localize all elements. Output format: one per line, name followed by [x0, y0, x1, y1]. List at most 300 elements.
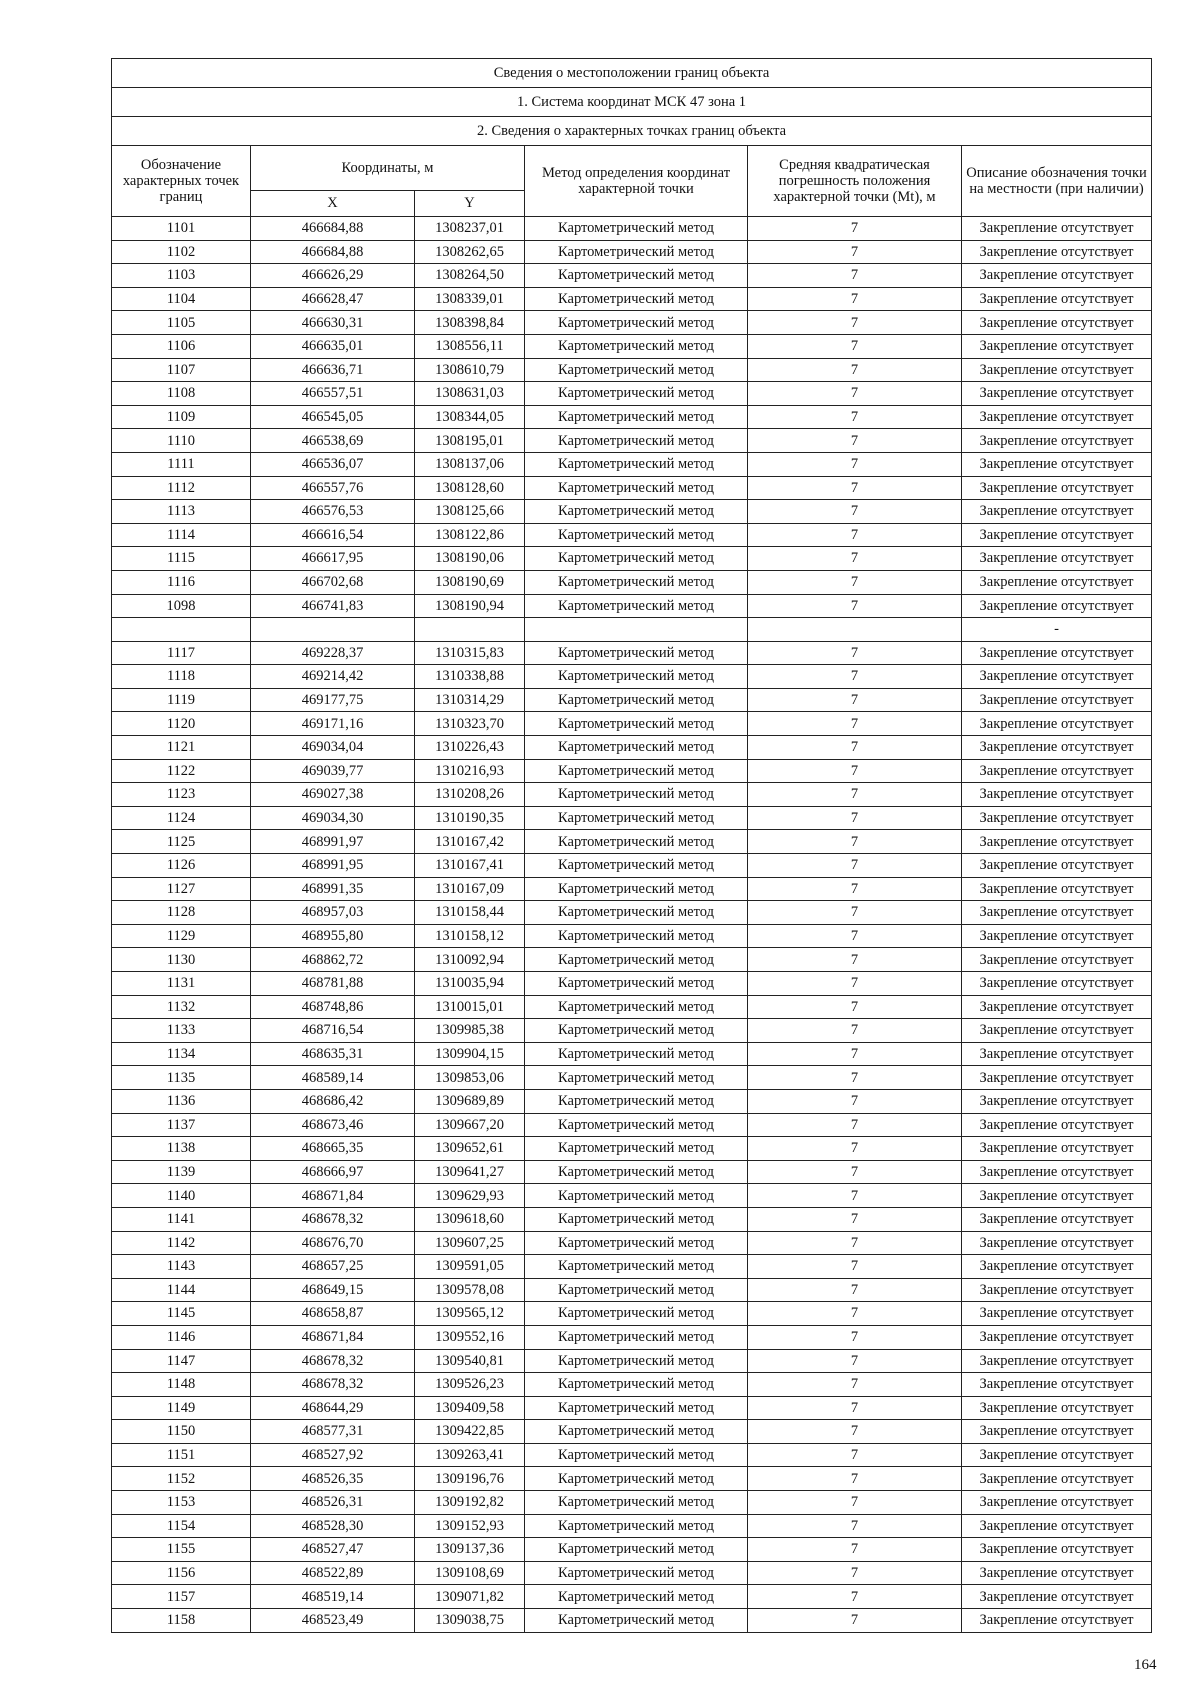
cell-description: Закрепление отсутствует: [962, 1019, 1152, 1043]
cell-description: Закрепление отсутствует: [962, 665, 1152, 689]
cell-description: Закрепление отсутствует: [962, 476, 1152, 500]
cell-description: Закрепление отсутствует: [962, 854, 1152, 878]
cell-y: 1308344,05: [415, 405, 525, 429]
cell-method: Картометрический метод: [525, 1420, 748, 1444]
cell-method: Картометрический метод: [525, 948, 748, 972]
cell-accuracy: 7: [748, 688, 962, 712]
cell-accuracy: 7: [748, 1278, 962, 1302]
cell-y: 1308237,01: [415, 217, 525, 241]
table-row: [112, 334, 1152, 358]
cell-method: Картометрический метод: [525, 1278, 748, 1302]
cell-accuracy: 7: [748, 452, 962, 476]
cell-x: 466702,68: [251, 570, 415, 594]
cell-point: 1138: [112, 1137, 251, 1161]
cell-description: Закрепление отсутствует: [962, 1325, 1152, 1349]
cell-x: 468673,46: [251, 1113, 415, 1137]
cell-method: Картометрический метод: [525, 1396, 748, 1420]
cell-y: 1310190,35: [415, 806, 525, 830]
cell-point: 1115: [112, 547, 251, 571]
table-row: [112, 523, 1152, 547]
cell-y: 1308556,11: [415, 334, 525, 358]
cell-y: 1308398,84: [415, 311, 525, 335]
cell-y: [415, 618, 525, 642]
cell-point: 1102: [112, 240, 251, 264]
cell-accuracy: 7: [748, 405, 962, 429]
cell-point: 1146: [112, 1325, 251, 1349]
cell-y: 1309853,06: [415, 1066, 525, 1090]
cell-method: Картометрический метод: [525, 264, 748, 288]
cell-description: Закрепление отсутствует: [962, 806, 1152, 830]
cell-description: Закрепление отсутствует: [962, 1491, 1152, 1515]
cell-point: 1148: [112, 1373, 251, 1397]
cell-x: 468716,54: [251, 1019, 415, 1043]
cell-description: Закрепление отсутствует: [962, 1231, 1152, 1255]
cell-x: 468748,86: [251, 995, 415, 1019]
cell-method: Картометрический метод: [525, 665, 748, 689]
table-row: [112, 287, 1152, 311]
table-row: [112, 1231, 1152, 1255]
cell-method: Картометрический метод: [525, 1255, 748, 1279]
cell-accuracy: 7: [748, 901, 962, 925]
cell-y: 1309526,23: [415, 1373, 525, 1397]
table-row: [112, 1255, 1152, 1279]
table-row: [112, 830, 1152, 854]
cell-accuracy: 7: [748, 1467, 962, 1491]
cell-accuracy: 7: [748, 1349, 962, 1373]
cell-method: Картометрический метод: [525, 1042, 748, 1066]
cell-method: Картометрический метод: [525, 783, 748, 807]
table-row: [112, 240, 1152, 264]
cell-point: 1125: [112, 830, 251, 854]
cell-accuracy: 7: [748, 1514, 962, 1538]
cell-accuracy: 7: [748, 854, 962, 878]
cell-method: Картометрический метод: [525, 358, 748, 382]
table-row: [112, 1302, 1152, 1326]
page-number: 164: [1134, 1657, 1157, 1673]
cell-x: 466741,83: [251, 594, 415, 618]
cell-accuracy: 7: [748, 264, 962, 288]
cell-point: 1149: [112, 1396, 251, 1420]
cell-accuracy: 7: [748, 806, 962, 830]
table-row: [112, 452, 1152, 476]
cell-method: Картометрический метод: [525, 1089, 748, 1113]
cell-accuracy: 7: [748, 1042, 962, 1066]
cell-y: 1308190,06: [415, 547, 525, 571]
cell-y: 1310158,12: [415, 924, 525, 948]
col-header-description: Описание обозначения точки на местности (при наличии): [962, 146, 1152, 217]
cell-method: Картометрический метод: [525, 1561, 748, 1585]
cell-accuracy: 7: [748, 476, 962, 500]
cell-x: 468658,87: [251, 1302, 415, 1326]
table-row: [112, 476, 1152, 500]
table-row: [112, 217, 1152, 241]
table-row: [112, 264, 1152, 288]
cell-y: 1308125,66: [415, 500, 525, 524]
cell-y: 1308128,60: [415, 476, 525, 500]
table-row: [112, 1137, 1152, 1161]
cell-x: 466635,01: [251, 334, 415, 358]
cell-point: 1105: [112, 311, 251, 335]
cell-accuracy: 7: [748, 1443, 962, 1467]
cell-y: 1309629,93: [415, 1184, 525, 1208]
cell-point: 1135: [112, 1066, 251, 1090]
cell-x: 468781,88: [251, 972, 415, 996]
cell-y: 1310315,83: [415, 641, 525, 665]
cell-method: Картометрический метод: [525, 901, 748, 925]
table-row: [112, 1538, 1152, 1562]
cell-accuracy: 7: [748, 1184, 962, 1208]
table-row: [112, 1089, 1152, 1113]
cell-point: 1107: [112, 358, 251, 382]
cell-x: 466536,07: [251, 452, 415, 476]
cell-accuracy: 7: [748, 1137, 962, 1161]
table-row: [112, 736, 1152, 760]
cell-accuracy: 7: [748, 924, 962, 948]
cell-accuracy: 7: [748, 783, 962, 807]
cell-method: Картометрический метод: [525, 476, 748, 500]
cell-y: 1309667,20: [415, 1113, 525, 1137]
cell-x: 468526,31: [251, 1491, 415, 1515]
cell-accuracy: 7: [748, 759, 962, 783]
cell-point: 1132: [112, 995, 251, 1019]
cell-point: 1156: [112, 1561, 251, 1585]
cell-method: Картометрический метод: [525, 995, 748, 1019]
cell-description: Закрепление отсутствует: [962, 1420, 1152, 1444]
cell-method: Картометрический метод: [525, 877, 748, 901]
cell-y: 1309263,41: [415, 1443, 525, 1467]
cell-y: 1309409,58: [415, 1396, 525, 1420]
table-row: [112, 1491, 1152, 1515]
cell-point: 1098: [112, 594, 251, 618]
cell-x: 468862,72: [251, 948, 415, 972]
cell-description: Закрепление отсутствует: [962, 759, 1152, 783]
cell-point: 1158: [112, 1609, 251, 1633]
cell-description: Закрепление отсутствует: [962, 1278, 1152, 1302]
cell-accuracy: 7: [748, 1538, 962, 1562]
cell-description: Закрепление отсутствует: [962, 924, 1152, 948]
table-row: [112, 500, 1152, 524]
cell-x: 468528,30: [251, 1514, 415, 1538]
cell-point: 1124: [112, 806, 251, 830]
cell-accuracy: 7: [748, 1302, 962, 1326]
table-row: [112, 1467, 1152, 1491]
cell-accuracy: 7: [748, 972, 962, 996]
table-row: [112, 1396, 1152, 1420]
cell-y: 1308339,01: [415, 287, 525, 311]
cell-point: 1112: [112, 476, 251, 500]
cell-y: 1309071,82: [415, 1585, 525, 1609]
cell-point: 1155: [112, 1538, 251, 1562]
cell-x: 468676,70: [251, 1231, 415, 1255]
cell-point: 1157: [112, 1585, 251, 1609]
cell-x: 466636,71: [251, 358, 415, 382]
cell-y: 1309618,60: [415, 1207, 525, 1231]
cell-y: 1309578,08: [415, 1278, 525, 1302]
cell-method: Картометрический метод: [525, 1538, 748, 1562]
cell-accuracy: 7: [748, 1396, 962, 1420]
cell-method: [525, 618, 748, 642]
cell-description: Закрепление отсутствует: [962, 334, 1152, 358]
cell-point: 1139: [112, 1160, 251, 1184]
cell-x: 468665,35: [251, 1137, 415, 1161]
cell-y: 1309607,25: [415, 1231, 525, 1255]
cell-x: 466630,31: [251, 311, 415, 335]
cell-accuracy: 7: [748, 570, 962, 594]
coordinate-system-row: [112, 88, 1152, 117]
cell-description: Закрепление отсутствует: [962, 830, 1152, 854]
cell-y: 1309196,76: [415, 1467, 525, 1491]
cell-y: 1309540,81: [415, 1349, 525, 1373]
cell-description: Закрепление отсутствует: [962, 1184, 1152, 1208]
cell-x: 469214,42: [251, 665, 415, 689]
cell-y: 1309137,36: [415, 1538, 525, 1562]
cell-accuracy: 7: [748, 240, 962, 264]
cell-accuracy: 7: [748, 877, 962, 901]
table-row: [112, 547, 1152, 571]
cell-x: 468666,97: [251, 1160, 415, 1184]
cell-accuracy: 7: [748, 311, 962, 335]
cell-method: Картометрический метод: [525, 1467, 748, 1491]
cell-y: 1309192,82: [415, 1491, 525, 1515]
cell-point: 1121: [112, 736, 251, 760]
cell-y: 1308264,50: [415, 264, 525, 288]
cell-x: 468678,32: [251, 1373, 415, 1397]
cell-y: 1309152,93: [415, 1514, 525, 1538]
cell-point: 1130: [112, 948, 251, 972]
cell-x: 468522,89: [251, 1561, 415, 1585]
cell-accuracy: 7: [748, 1420, 962, 1444]
cell-method: Картометрический метод: [525, 830, 748, 854]
cell-y: 1310216,93: [415, 759, 525, 783]
cell-accuracy: 7: [748, 1160, 962, 1184]
table-row: [112, 1349, 1152, 1373]
col-header-accuracy: Средняя квадратическая погрешность положения характерной точки (Mt), м: [748, 146, 962, 217]
cell-description: Закрепление отсутствует: [962, 358, 1152, 382]
col-header-y: Y: [415, 191, 525, 217]
section-title: 2. Сведения о характерных точках границ объекта: [112, 117, 1152, 146]
cell-description: Закрепление отсутствует: [962, 311, 1152, 335]
cell-point: 1126: [112, 854, 251, 878]
cell-point: 1141: [112, 1207, 251, 1231]
cell-x: 466538,69: [251, 429, 415, 453]
cell-description: Закрепление отсутствует: [962, 1609, 1152, 1633]
table-title: Сведения о местоположении границ объекта: [112, 59, 1152, 88]
table-row: [112, 1585, 1152, 1609]
table-row: [112, 1278, 1152, 1302]
col-header-x: X: [251, 191, 415, 217]
cell-method: Картометрический метод: [525, 1349, 748, 1373]
cell-description: Закрепление отсутствует: [962, 1514, 1152, 1538]
cell-accuracy: 7: [748, 1373, 962, 1397]
cell-x: 468577,31: [251, 1420, 415, 1444]
cell-point: 1136: [112, 1089, 251, 1113]
cell-x: 468526,35: [251, 1467, 415, 1491]
cell-y: 1308262,65: [415, 240, 525, 264]
table-row: [112, 311, 1152, 335]
table-row: [112, 759, 1152, 783]
cell-accuracy: 7: [748, 594, 962, 618]
cell-x: 469034,30: [251, 806, 415, 830]
cell-point: 1109: [112, 405, 251, 429]
cell-description: Закрепление отсутствует: [962, 500, 1152, 524]
cell-description: Закрепление отсутствует: [962, 287, 1152, 311]
cell-x: 469034,04: [251, 736, 415, 760]
cell-x: 468527,92: [251, 1443, 415, 1467]
table-row: [112, 429, 1152, 453]
cell-accuracy: 7: [748, 665, 962, 689]
cell-accuracy: 7: [748, 948, 962, 972]
cell-point: 1131: [112, 972, 251, 996]
cell-description: Закрепление отсутствует: [962, 995, 1152, 1019]
cell-x: 468527,47: [251, 1538, 415, 1562]
table-row: [112, 1160, 1152, 1184]
cell-method: Картометрический метод: [525, 1066, 748, 1090]
cell-point: 1145: [112, 1302, 251, 1326]
cell-y: 1308190,94: [415, 594, 525, 618]
cell-method: Картометрический метод: [525, 240, 748, 264]
cell-accuracy: 7: [748, 217, 962, 241]
cell-point: 1116: [112, 570, 251, 594]
cell-point: 1147: [112, 1349, 251, 1373]
cell-method: Картометрический метод: [525, 1160, 748, 1184]
cell-method: Картометрический метод: [525, 311, 748, 335]
cell-description: Закрепление отсутствует: [962, 972, 1152, 996]
cell-y: 1310338,88: [415, 665, 525, 689]
cell-accuracy: 7: [748, 523, 962, 547]
table-row: [112, 783, 1152, 807]
cell-description: Закрепление отсутствует: [962, 1160, 1152, 1184]
cell-x: 468635,31: [251, 1042, 415, 1066]
cell-y: 1308137,06: [415, 452, 525, 476]
cell-accuracy: 7: [748, 1491, 962, 1515]
cell-method: Картометрический метод: [525, 570, 748, 594]
section-title-row: [112, 117, 1152, 146]
cell-point: 1127: [112, 877, 251, 901]
cell-description: Закрепление отсутствует: [962, 405, 1152, 429]
cell-description: Закрепление отсутствует: [962, 1137, 1152, 1161]
cell-accuracy: 7: [748, 358, 962, 382]
cell-y: 1310167,09: [415, 877, 525, 901]
cell-x: 468957,03: [251, 901, 415, 925]
cell-accuracy: 7: [748, 1325, 962, 1349]
cell-description: Закрепление отсутствует: [962, 1396, 1152, 1420]
cell-method: Картометрический метод: [525, 1137, 748, 1161]
cell-point: 1120: [112, 712, 251, 736]
cell-point: 1103: [112, 264, 251, 288]
cell-accuracy: 7: [748, 995, 962, 1019]
cell-y: 1308190,69: [415, 570, 525, 594]
table-row: [112, 594, 1152, 618]
cell-x: 468589,14: [251, 1066, 415, 1090]
cell-x: 469171,16: [251, 712, 415, 736]
cell-y: 1309689,89: [415, 1089, 525, 1113]
cell-point: 1134: [112, 1042, 251, 1066]
cell-description: Закрепление отсутствует: [962, 429, 1152, 453]
cell-accuracy: 7: [748, 1255, 962, 1279]
cell-point: 1123: [112, 783, 251, 807]
table-row: [112, 1113, 1152, 1137]
cell-method: Картометрический метод: [525, 688, 748, 712]
cell-method: Картометрический метод: [525, 382, 748, 406]
cell-method: Картометрический метод: [525, 924, 748, 948]
table-title-row: [112, 59, 1152, 88]
cell-accuracy: 7: [748, 712, 962, 736]
cell-point: 1111: [112, 452, 251, 476]
cell-x: 466628,47: [251, 287, 415, 311]
table-row: [112, 712, 1152, 736]
cell-x: 468519,14: [251, 1585, 415, 1609]
cell-x: 466557,51: [251, 382, 415, 406]
cell-x: 468671,84: [251, 1325, 415, 1349]
cell-x: 468991,97: [251, 830, 415, 854]
cell-method: Картометрический метод: [525, 712, 748, 736]
cell-point: 1108: [112, 382, 251, 406]
cell-accuracy: 7: [748, 1019, 962, 1043]
cell-point: 1128: [112, 901, 251, 925]
table-row: [112, 665, 1152, 689]
cell-point: 1153: [112, 1491, 251, 1515]
table-row: [112, 1184, 1152, 1208]
cell-x: 469228,37: [251, 641, 415, 665]
table-row: [112, 1514, 1152, 1538]
cell-method: Картометрический метод: [525, 547, 748, 571]
cell-description: Закрепление отсутствует: [962, 570, 1152, 594]
cell-point: 1110: [112, 429, 251, 453]
cell-accuracy: 7: [748, 1585, 962, 1609]
cell-description: Закрепление отсутствует: [962, 452, 1152, 476]
cell-accuracy: 7: [748, 830, 962, 854]
cell-method: Картометрический метод: [525, 759, 748, 783]
cell-point: 1151: [112, 1443, 251, 1467]
cell-x: 468678,32: [251, 1207, 415, 1231]
table-row: [112, 1019, 1152, 1043]
cell-point: 1137: [112, 1113, 251, 1137]
cell-point: 1152: [112, 1467, 251, 1491]
cell-y: 1309422,85: [415, 1420, 525, 1444]
cell-description: Закрепление отсутствует: [962, 382, 1152, 406]
cell-point: 1106: [112, 334, 251, 358]
cell-y: 1308122,86: [415, 523, 525, 547]
cell-description: Закрепление отсутствует: [962, 1443, 1152, 1467]
cell-description: Закрепление отсутствует: [962, 901, 1152, 925]
col-header-method: Метод определения координат характерной точки: [525, 146, 748, 217]
cell-y: 1310208,26: [415, 783, 525, 807]
cell-x: 468671,84: [251, 1184, 415, 1208]
cell-point: 1101: [112, 217, 251, 241]
cell-x: 466626,29: [251, 264, 415, 288]
table-row: [112, 972, 1152, 996]
cell-method: Картометрический метод: [525, 523, 748, 547]
cell-method: Картометрический метод: [525, 1585, 748, 1609]
cell-method: Картометрический метод: [525, 217, 748, 241]
cell-x: 468686,42: [251, 1089, 415, 1113]
cell-method: Картометрический метод: [525, 429, 748, 453]
cell-point: 1114: [112, 523, 251, 547]
cell-description: Закрепление отсутствует: [962, 1467, 1152, 1491]
cell-y: 1308610,79: [415, 358, 525, 382]
cell-accuracy: 7: [748, 287, 962, 311]
cell-description: Закрепление отсутствует: [962, 1066, 1152, 1090]
cell-y: 1309108,69: [415, 1561, 525, 1585]
cell-accuracy: 7: [748, 736, 962, 760]
cell-y: 1309591,05: [415, 1255, 525, 1279]
cell-description: Закрепление отсутствует: [962, 1538, 1152, 1562]
table-row: [112, 1066, 1152, 1090]
cell-method: Картометрический метод: [525, 1302, 748, 1326]
cell-x: 466557,76: [251, 476, 415, 500]
cell-description: Закрепление отсутствует: [962, 1302, 1152, 1326]
cell-point: 1104: [112, 287, 251, 311]
